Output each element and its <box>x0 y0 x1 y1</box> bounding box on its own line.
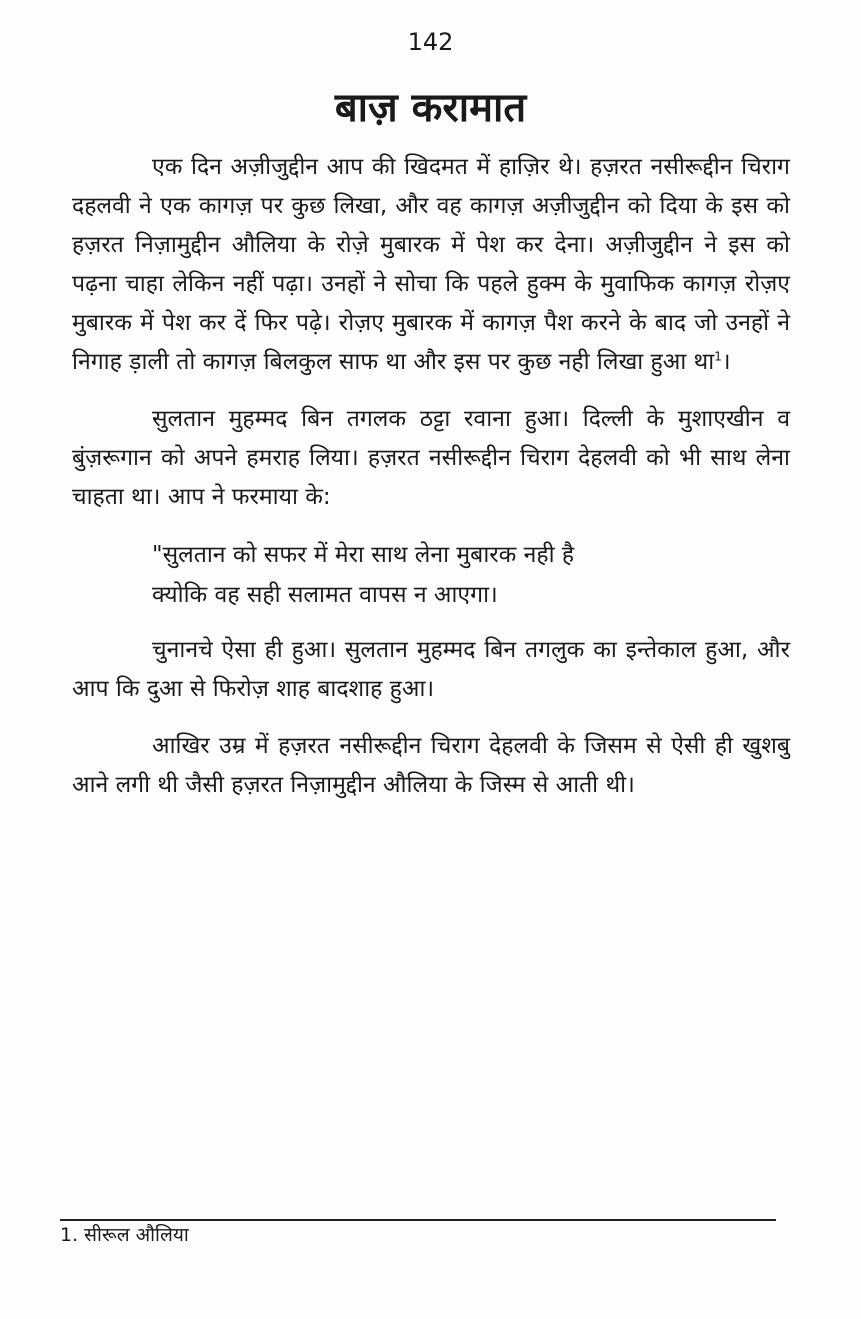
page-body <box>72 148 790 823</box>
paragraph-1-end: । <box>721 349 731 375</box>
paragraph-3: चुनानचे ऐसा ही हुआ। सुलतान मुहम्मद बिन तगलुक का इन्तेकाल हुआ, और आप कि दुआ से फिरोज़ शाह बादशाह हुआ। <box>72 637 790 702</box>
quote-line-1: "सुलतान को सफर में मेरा साथ लेना मुबारक नही है <box>152 542 575 568</box>
chapter-title: बाज़ करामात <box>334 85 527 131</box>
footnote-divider <box>60 1219 776 1221</box>
paragraph-1-text: एक दिन अज़ीजुद्दीन आप की खिदमत में हाज़िर थे। हज़रत नसीरूद्दीन चिराग दहलवी ने एक कागज़ पर कुछ लिखा, और वह कागज़ अज़ीजुद्दीन को दिया के इस को हज़रत निज़ामुद्दीन औलिया के रोज़े मुबारक में पेश कर देना। अज़ीजुद्दीन ने इस को पढ़ना चाहा लेकिन नहीं पढ़ा। उनहों ने सोचा कि पहले हुक्म के मुवाफिक कागज़ रोज़ए मुबारक में पेश कर दें फिर पढ़े। रोज़ए मुबारक में कागज़ पैश करने के बाद जो उनहों ने निगाह ड़ाली तो कागज़ बिलकुल साफ था और इस पर कुछ नही लिखा हुआ था <box>72 154 790 375</box>
block-quote <box>152 535 790 615</box>
quote-line-2: क्योकि वह सही सलामत वापस न आएगा। <box>152 582 498 608</box>
footnote: 1. सीरूल औलिया <box>60 1224 189 1246</box>
footnote-reference: 1 <box>714 349 722 364</box>
paragraph-1 <box>72 148 790 382</box>
paragraph-4: आखिर उम्र में हज़रत नसीरूद्दीन चिराग देहलवी के जिसम से ऐसी ही खुशबु आने लगी थी जैसी हज़रत निज़ामुद्दीन औलिया के जिस्म से आती थी। <box>72 733 790 798</box>
page-number: 142 <box>407 28 454 56</box>
paragraph-2: सुलतान मुहम्मद बिन तगलक ठट्टा रवाना हुआ। दिल्ली के मुशाएखीन व बुंज़रूगान को अपने हमराह लिया। हज़रत नसीरूद्दीन चिराग देहलवी को भी साथ लेना चाहता था। आप ने फरमाया के: <box>72 406 790 510</box>
